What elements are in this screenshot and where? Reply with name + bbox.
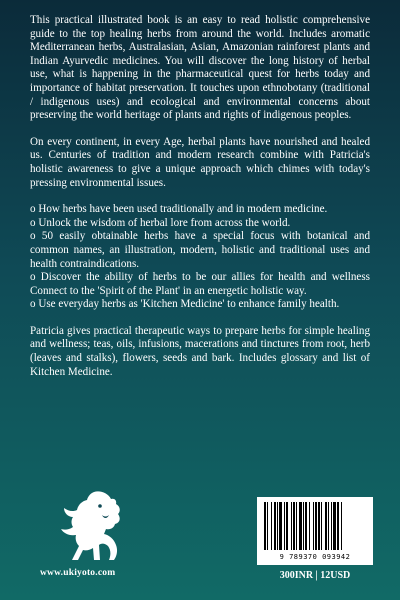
paragraph-continents: On every continent, in every Age, herbal plants have nourished and healed us. Centuries of tradition and modern research combine with Patricia's holistic awareness to give a unique approach which chimes with today's pressing environmental issues. [30, 135, 370, 189]
bullet-item: o Unlock the wisdom of herbal lore from across the world. [30, 216, 291, 229]
paragraph-intro: This practical illustrated book is an easy to read holistic comprehensive guide to the top healing herbs from around the world. Includes aromatic Mediterranean herbs, Australasian, Asian, Amazonian rainforest plants and Indian Ayurvedic medicines. You will discover the long history of herbal use, what is happening in the pharmaceutical quest for herbs today and importance of habitat preservation. It touches upon ethnobotany (traditional / indigenous uses) and ecological and environmental concerns about preserving the world heritage of plants and rights of indigenous peoples. [30, 14, 370, 122]
bullet-item: o 50 easily obtainable herbs have a special focus with botanical and common names, an illustration, modern, holistic and traditional uses and health contraindications. [30, 230, 370, 270]
publisher-website[interactable]: www.ukiyoto.com [40, 568, 116, 578]
barcode-bars [263, 502, 367, 550]
blurb-text [30, 14, 370, 392]
bullet-list [30, 203, 370, 312]
bullet-item: o How herbs have been used traditionally and in modern medicine. [30, 203, 328, 216]
isbn-number: 9 789370 093942 [279, 553, 351, 561]
bullet-item: o Discover the ability of herbs to be our allies for health and wellness Connect to the 'Spirit of the Plant' in an energetic holistic way. [30, 271, 370, 297]
barcode [257, 497, 373, 565]
lion-icon [54, 488, 132, 563]
paragraph-practical: Patricia gives practical therapeutic ways to prepare herbs for simple healing and wellness; teas, oils, infusions, macerations and tinctures from root, herb (leaves and stalks), flowers, seeds and bark. Includes glossary and list of Kitchen Medicine. [30, 324, 370, 378]
bullet-item: o Use everyday herbs as 'Kitchen Medicine' to enhance family health. [30, 298, 340, 311]
price-label: 300INR | 12USD [279, 570, 351, 581]
